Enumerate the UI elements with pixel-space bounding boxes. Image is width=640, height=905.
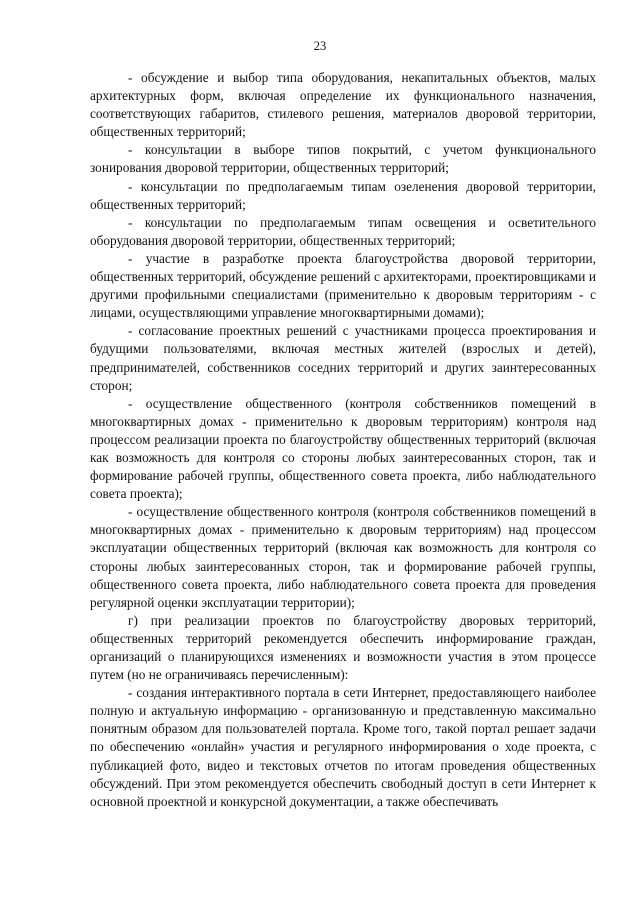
body-text — [90, 69, 596, 811]
paragraph-operation-control: - осуществление общественного контроля (контроля собственников помещений в многоквартирных домах - применительно к дворовым территориям) над процессом эксплуатации общественных территорий (включая как возможность для контроля со стороны любых заинтересованных сторон, так и формирование рабочей группы, общественного совета проекта, либо наблюдательного совета проекта для проведения регулярной оценки эксплуатации территории); — [90, 504, 596, 610]
paragraph-implementation-control: - осуществление общественного (контроля собственников помещений в многоквартирных домах - применительно к дворовым территориям) контроля над процессом реализации проекта по благоустройству общественных территорий (включая как возможность для контроля со стороны любых заинтересованных сторон, так и формирование рабочей группы, общественного совета проекта, либо наблюдательного совета проекта); — [90, 395, 596, 502]
paragraph-lighting-consultation: - консультации по предполагаемым типам освещения и осветительного оборудования дворовой территории, общественных территорий; — [90, 214, 596, 248]
paragraph-coverage-consultation: - консультации в выборе типов покрытий, с учетом функционального зонирования дворовой территории, общественных территорий; — [90, 142, 596, 176]
paragraph-interactive-portal: - создания интерактивного портала в сети Интернет, предоставляющего наиболее полную и актуальную информацию - организованную и представленную максимально понятным образом для пользователей портала. Кроме того, такой портал решает задачи по обеспечению «онлайн» участия и регулярного информирования о ходе проекта, с публикацией фото, видео и текстовых отчетов по итогам проведения общественных обсуждений. При этом рекомендуется обеспечить свободный доступ в сети Интернет к основной проектной и конкурсной документации, а также обеспечивать — [90, 685, 596, 809]
paragraph-greening-consultation: - консультации по предполагаемым типам озеленения дворовой территории, общественных территорий; — [90, 178, 596, 212]
paragraph-project-development: - участие в разработке проекта благоустройства дворовой территории, общественных территорий, обсуждение решений с архитекторами, проектировщиками и другими профильными специалистами (применительно к дворовым территориям - с лицами, осуществляющими управление многоквартирными домами); — [90, 250, 596, 321]
page-number: 23 — [313, 39, 327, 53]
paragraph-equipment-discussion: - обсуждение и выбор типа оборудования, некапитальных объектов, малых архитектурных форм, включая определение их функционального назначения, соответствующих габаритов, стилевого решения, материалов дворовой территории, общественных территорий; — [90, 70, 596, 140]
paragraph-design-approval: - согласование проектных решений с участниками процесса проектирования и будущими пользователями, включая местных жителей (взрослых и детей), предпринимателей, собственников соседних территорий и других заинтересованных сторон; — [90, 323, 596, 393]
paragraph-informing-citizens: г) при реализации проектов по благоустройству дворовых территорий, общественных территорий рекомендуется обеспечить информирование граждан, организаций о планирующихся изменениях и возможности участия в этом процессе путем (но не ограничиваясь перечисленным): — [90, 612, 596, 683]
